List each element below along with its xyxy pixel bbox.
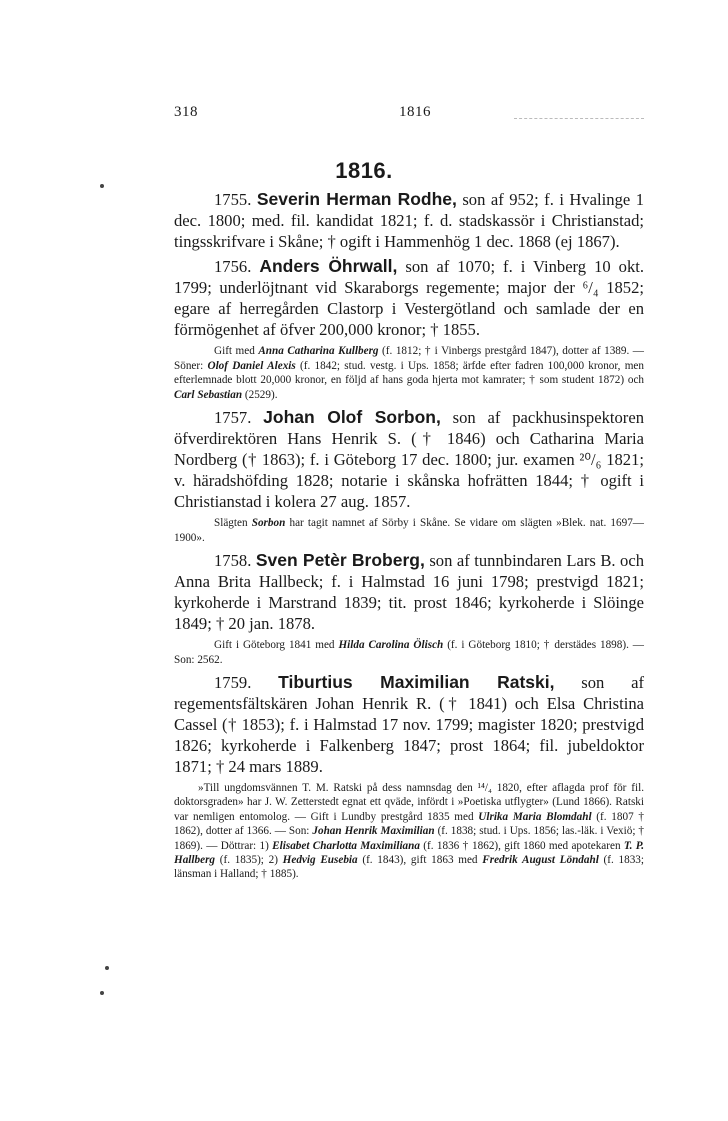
entries [174, 189, 644, 887]
note-text: (f. 1836 † 1862), gift 1860 med apotekaren [419, 839, 624, 852]
entry-text: son af packhusinspektoren öfverdirektören Hans Henrik S. († 1846) och Catharina Maria Nordberg († 1863); f. i Göteborg 17 dec. 1800; jur. examen ²⁰/₆ 1821; v. häradshöfding 1828; notarie i skånska hofrätten 1844; † ogift i Christianstad i kolera 27 aug. 1857. [174, 408, 644, 511]
note-text: Gift i Göteborg 1841 med [214, 639, 339, 651]
running-year: 1816 [399, 104, 431, 120]
note-person: Hedvig Eusebia [282, 854, 358, 867]
entry [174, 256, 644, 340]
entry-name: Severin Herman Rodhe, [256, 189, 457, 209]
entry-number: 1758. [214, 551, 252, 570]
note-text: har tagit namnet af Sörby i Skåne. Se vidare om slägten »Blek. nat. 1697—1900». [174, 517, 644, 544]
note-person: Ulrika Maria Blomdahl [478, 810, 592, 823]
note-person: Hilda Carolina Ölisch [338, 639, 444, 651]
note-text: (f. 1835); 2) [215, 854, 283, 867]
note-person: Elisabet Charlotta Maximiliana [272, 839, 420, 852]
entry-text: son af tunnbindaren Lars B. och Anna Brita Hallbeck; f. i Halmstad 16 juni 1798; prestvigd 1821; kyrkoherde i Marstrand 1839; tit. prost 1846; kyrkoherde i Slöinge 1849; † 20 jan. 1878. [174, 551, 645, 633]
note-text: (f. 1807 † 1862), dotter af 1366. — Son: [174, 810, 644, 838]
note-person: Sorbon [251, 517, 286, 529]
section-title: 1816. [335, 158, 393, 183]
note-person: Anna Catharina Kullberg [258, 345, 379, 357]
entry-number: 1755. [214, 190, 252, 209]
entry-note [174, 781, 644, 882]
note-text: (f. 1843), gift 1863 med [357, 854, 483, 867]
note-person: T. P. Hallberg [174, 839, 644, 867]
note-text: (f. 1812; † i Vinbergs prestgård 1847), dotter af 1389. — Söner: [174, 345, 644, 372]
note-text: (f. i Göteborg 1810; † derstädes 1898). — Son: 2562. [174, 639, 644, 666]
page-number: 318 [174, 104, 198, 120]
note-text: (f. 1842; stud. vestg. i Ups. 1858; ärfde efter fadren 100,000 kronor, men efterlemnade blott 20,000 kronor, en följd af hans goda hjerta mot kamrater; † som student 1872) och [174, 359, 644, 386]
entry-text: son af 952; f. i Hvalinge 1 dec. 1800; med. fil. kandidat 1821; f. d. stadskassör i Christianstad; tingsskrifvare i Skåne; † ogift i Hammenhög 1 dec. 1868 (ej 1867). [174, 190, 644, 251]
note-text: (f. 1838; stud. i Ups. 1856; las.-läk. i Vexiö; † 1869). — Döttrar: 1) [174, 825, 645, 852]
entry-note [174, 344, 644, 402]
note-person: Olof Daniel Alexis [207, 359, 296, 372]
entry-number: 1757. [214, 408, 252, 427]
entry-note [174, 516, 644, 545]
entry-name: Tiburtius Maximilian Ratski, [278, 672, 555, 692]
entry [174, 550, 644, 634]
note-text: (f. 1833; länsman i Halland; † 1885). [174, 854, 644, 881]
entry-name: Sven Petèr Broberg, [255, 550, 425, 570]
entry-name: Anders Öhrwall, [259, 256, 398, 276]
note-person: Carl Sebastian [174, 388, 243, 401]
entry [174, 189, 644, 252]
margin-dot [100, 184, 104, 188]
entry-text: son af 1070; f. i Vinberg 10 okt. 1799; underlöjtnant vid Skaraborgs regemente; major der ⁶/₄ 1852; egare af herregården Clastorp i Vestergötland och samlade der en förmögenhet af öfver 200,000 kronor; † 1855. [174, 257, 644, 339]
margin-dot [105, 966, 109, 970]
entry-text: son af regementsfältskären Johan Henrik R. († 1841) och Elsa Christina Cassel († 1853); f. i Halmstad 17 nov. 1799; magister 1820; prestvigd 1826; kyrkoherde i Falkenberg 1847; prost 1864; fil. jubeldoktor 1871; † 24 mars 1889. [174, 673, 644, 776]
note-person: Fredrik August Löndahl [482, 854, 599, 867]
entry-number: 1756. [214, 257, 252, 276]
entry [174, 407, 644, 512]
note-person: Johan Henrik Maximilian [312, 825, 435, 838]
header-rule [514, 118, 644, 119]
entry-note [174, 638, 644, 667]
entry [174, 672, 644, 777]
note-text: Slägten [214, 517, 252, 529]
note-text: »Till ungdomsvännen T. M. Ratski på dess namnsdag den ¹⁴/₄ 1820, efter aflagda prof för fil. doktorsgraden» har J. W. Zetterstedt egnat ett qväde, infördt i »Poetiska utflygter» (Lund 1866). Ratski var nemligen entomolog. — Gift i Lundby prestgård 1835 med [174, 782, 644, 823]
entry-number: 1759. [214, 673, 252, 692]
note-text: Gift med [214, 345, 259, 357]
entry-name: Johan Olof Sorbon, [263, 407, 441, 427]
note-text: (2529). [242, 388, 278, 401]
margin-dot [100, 991, 104, 995]
